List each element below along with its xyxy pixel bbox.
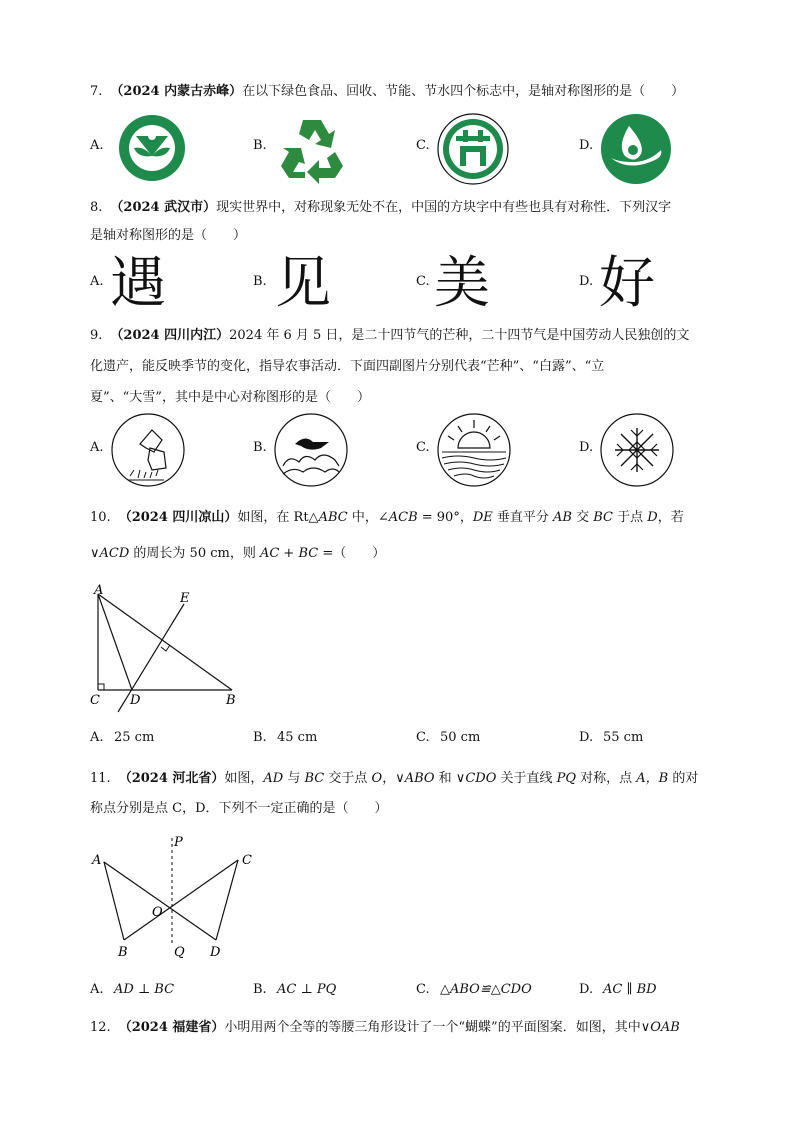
math-term: D [647, 510, 658, 525]
question-text: 关于直线 [496, 771, 557, 786]
label-b: B [118, 945, 128, 960]
q9-options [90, 412, 710, 492]
daxue-snowflake-icon [599, 412, 675, 488]
option-label: A. [90, 730, 104, 745]
option-value: AC ⊥ PQ [277, 982, 337, 997]
question-text: 化遗产，能反映季节的变化，指导农事活动．下面四副图片分别代表“芒种”、“白露”、“立 [90, 359, 605, 374]
question-text: 如图， [224, 771, 264, 786]
question-9 [90, 320, 710, 413]
q9-option-c[interactable] [416, 412, 566, 492]
question-number: 11. [90, 771, 111, 786]
q9-option-d[interactable] [579, 412, 729, 492]
q8-option-b[interactable] [253, 252, 403, 318]
question-8 [90, 194, 710, 250]
option-label: A. [90, 440, 104, 455]
math-term: ABO [404, 771, 435, 786]
option-value: △ABO≌△CDO [440, 982, 532, 997]
lixia-image-icon [436, 412, 512, 488]
option-label: A. [90, 138, 104, 153]
q9-option-b[interactable] [253, 412, 403, 492]
option-label: B. [253, 730, 267, 745]
q10-option-a[interactable] [90, 730, 240, 754]
option-label: C. [416, 730, 430, 745]
question-number: 12. [90, 1020, 111, 1035]
option-label: D. [579, 982, 594, 997]
label-c: C [242, 853, 252, 868]
question-text: 是轴对称图形的是（ ） [90, 228, 247, 243]
label-q: Q [174, 945, 185, 960]
option-value: 55 cm [603, 730, 644, 745]
option-value: 45 cm [277, 730, 318, 745]
q8-option-d[interactable] [579, 252, 729, 318]
question-source: （2024 武汉市） [110, 200, 217, 215]
question-text: C，D [172, 801, 206, 816]
q11-option-d[interactable] [579, 982, 729, 1006]
question-text: 的对 [668, 771, 699, 786]
label-e: E [180, 591, 190, 606]
q10-triangle-figure [84, 582, 244, 714]
q11-options [90, 982, 710, 1006]
question-text: 夏”、“大雪”，其中是中心对称图形的是（ ） [90, 390, 370, 405]
q8-option-a[interactable] [90, 252, 240, 318]
option-hanzi: 美 [434, 251, 490, 316]
option-label: A. [90, 274, 104, 289]
math-term: O [371, 771, 383, 786]
question-text: 垂直平分 [492, 510, 554, 525]
label-b: B [226, 693, 236, 708]
option-label: C. [416, 982, 430, 997]
q8-option-c[interactable] [416, 252, 566, 318]
question-text: 于点 [612, 510, 648, 525]
option-hanzi: 好 [599, 251, 655, 316]
option-label: D. [579, 730, 594, 745]
question-7 [90, 78, 710, 106]
recycle-logo-icon [275, 112, 349, 184]
label-a: A [94, 583, 104, 598]
question-text: 2024 年 6 月 5 日，是二十四节气的芒种，二十四节气是中国劳动人民独创的文 [229, 328, 690, 343]
bailu-image-icon [273, 412, 349, 488]
math-term: AC + BC [259, 546, 319, 561]
question-text: = 90°， [417, 510, 473, 525]
question-text: 与 [283, 771, 305, 786]
question-source: （2024 四川凉山） [118, 510, 238, 525]
q9-option-a[interactable] [90, 412, 240, 492]
math-term: AD [263, 771, 284, 786]
question-number: 10. [90, 510, 111, 525]
q11-option-c[interactable] [416, 982, 566, 1006]
question-number: 7. [90, 84, 103, 99]
math-term: CDO [465, 771, 497, 786]
question-text: 交 [571, 510, 594, 525]
option-value: AD ⊥ BC [114, 982, 175, 997]
question-text: 中，∠ [347, 510, 389, 525]
option-value: 50 cm [440, 730, 481, 745]
question-text: 如图，在 Rt△ [237, 510, 319, 525]
q10-option-b[interactable] [253, 730, 403, 754]
math-term: ACD [99, 546, 130, 561]
math-term: AB [553, 510, 572, 525]
option-label: D. [579, 138, 594, 153]
question-12 [90, 1014, 730, 1042]
q11-option-a[interactable] [90, 982, 240, 1006]
question-text: ，若 [657, 510, 684, 525]
label-c: C [90, 693, 100, 708]
label-d: D [130, 693, 141, 708]
question-text: ∨ [90, 546, 100, 561]
question-11 [90, 764, 710, 824]
question-source: （2024 河北省） [118, 771, 225, 786]
option-label: C. [416, 138, 430, 153]
q7-option-d[interactable] [579, 110, 729, 190]
q10-option-c[interactable] [416, 730, 566, 754]
label-a: A [92, 853, 102, 868]
question-text: ，∨ [382, 771, 405, 786]
question-text: 交于点 [324, 771, 372, 786]
q10-options [90, 730, 710, 754]
question-source: （2024 四川内江） [110, 328, 230, 343]
q11-option-b[interactable] [253, 982, 403, 1006]
question-text: 称点分别是点 [90, 801, 173, 816]
question-text: =（ ） [318, 546, 386, 561]
green-food-logo-icon [116, 112, 188, 184]
question-text: 的周长为 50 cm，则 [129, 546, 260, 561]
math-term: OAB [650, 1020, 680, 1035]
option-hanzi: 遇 [110, 251, 166, 316]
energy-saving-logo-icon [436, 112, 510, 186]
question-text: 在以下绿色食品、回收、节能、节水四个标志中，是轴对称图形的是（ ） [242, 84, 685, 99]
q7-options [90, 110, 710, 190]
question-10 [90, 500, 710, 572]
question-number: 8. [90, 200, 103, 215]
math-term: BC [304, 771, 325, 786]
label-o: O [152, 905, 163, 920]
label-d: D [210, 945, 221, 960]
option-label: D. [579, 440, 594, 455]
option-label: D. [579, 274, 594, 289]
question-text: 小明用两个全等的等腰三角形设计了一个“蝴蝶”的平面图案．如图，其中∨ [224, 1020, 651, 1035]
question-text: ．下列不一定正确的是（ ） [205, 801, 388, 816]
option-label: C. [416, 274, 430, 289]
question-text: 对称，点 [576, 771, 637, 786]
q8-options [90, 252, 710, 318]
question-text: 和 ∨ [434, 771, 466, 786]
option-label: A. [90, 982, 104, 997]
water-saving-logo-icon [599, 112, 673, 186]
q7-option-a[interactable] [90, 110, 240, 190]
q7-option-b[interactable] [253, 110, 403, 190]
question-text: 现实世界中，对称现象无处不在，中国的方块字中有些也具有对称性．下列汉字 [216, 200, 672, 215]
question-source: （2024 福建省） [118, 1020, 225, 1035]
q10-option-d[interactable] [579, 730, 729, 754]
option-label: B. [253, 138, 267, 153]
option-label: B. [253, 440, 267, 455]
math-term: A，B [636, 771, 669, 786]
option-value: AC ∥ BD [603, 982, 657, 997]
math-term: ACB [388, 510, 418, 525]
question-number: 9. [90, 328, 103, 343]
option-label: B. [253, 982, 267, 997]
math-term: PQ [556, 771, 577, 786]
option-hanzi: 见 [275, 251, 331, 316]
option-label: C. [416, 440, 430, 455]
q7-option-c[interactable] [416, 110, 566, 190]
math-term: BC [593, 510, 613, 525]
option-label: B. [253, 274, 267, 289]
mangzhong-image-icon [110, 412, 186, 488]
label-p: P [174, 835, 183, 850]
math-term: ABC [318, 510, 348, 525]
q11-butterfly-figure [86, 830, 266, 964]
question-source: （2024 内蒙古赤峰） [110, 84, 243, 99]
option-value: 25 cm [114, 730, 155, 745]
math-term: DE [472, 510, 493, 525]
